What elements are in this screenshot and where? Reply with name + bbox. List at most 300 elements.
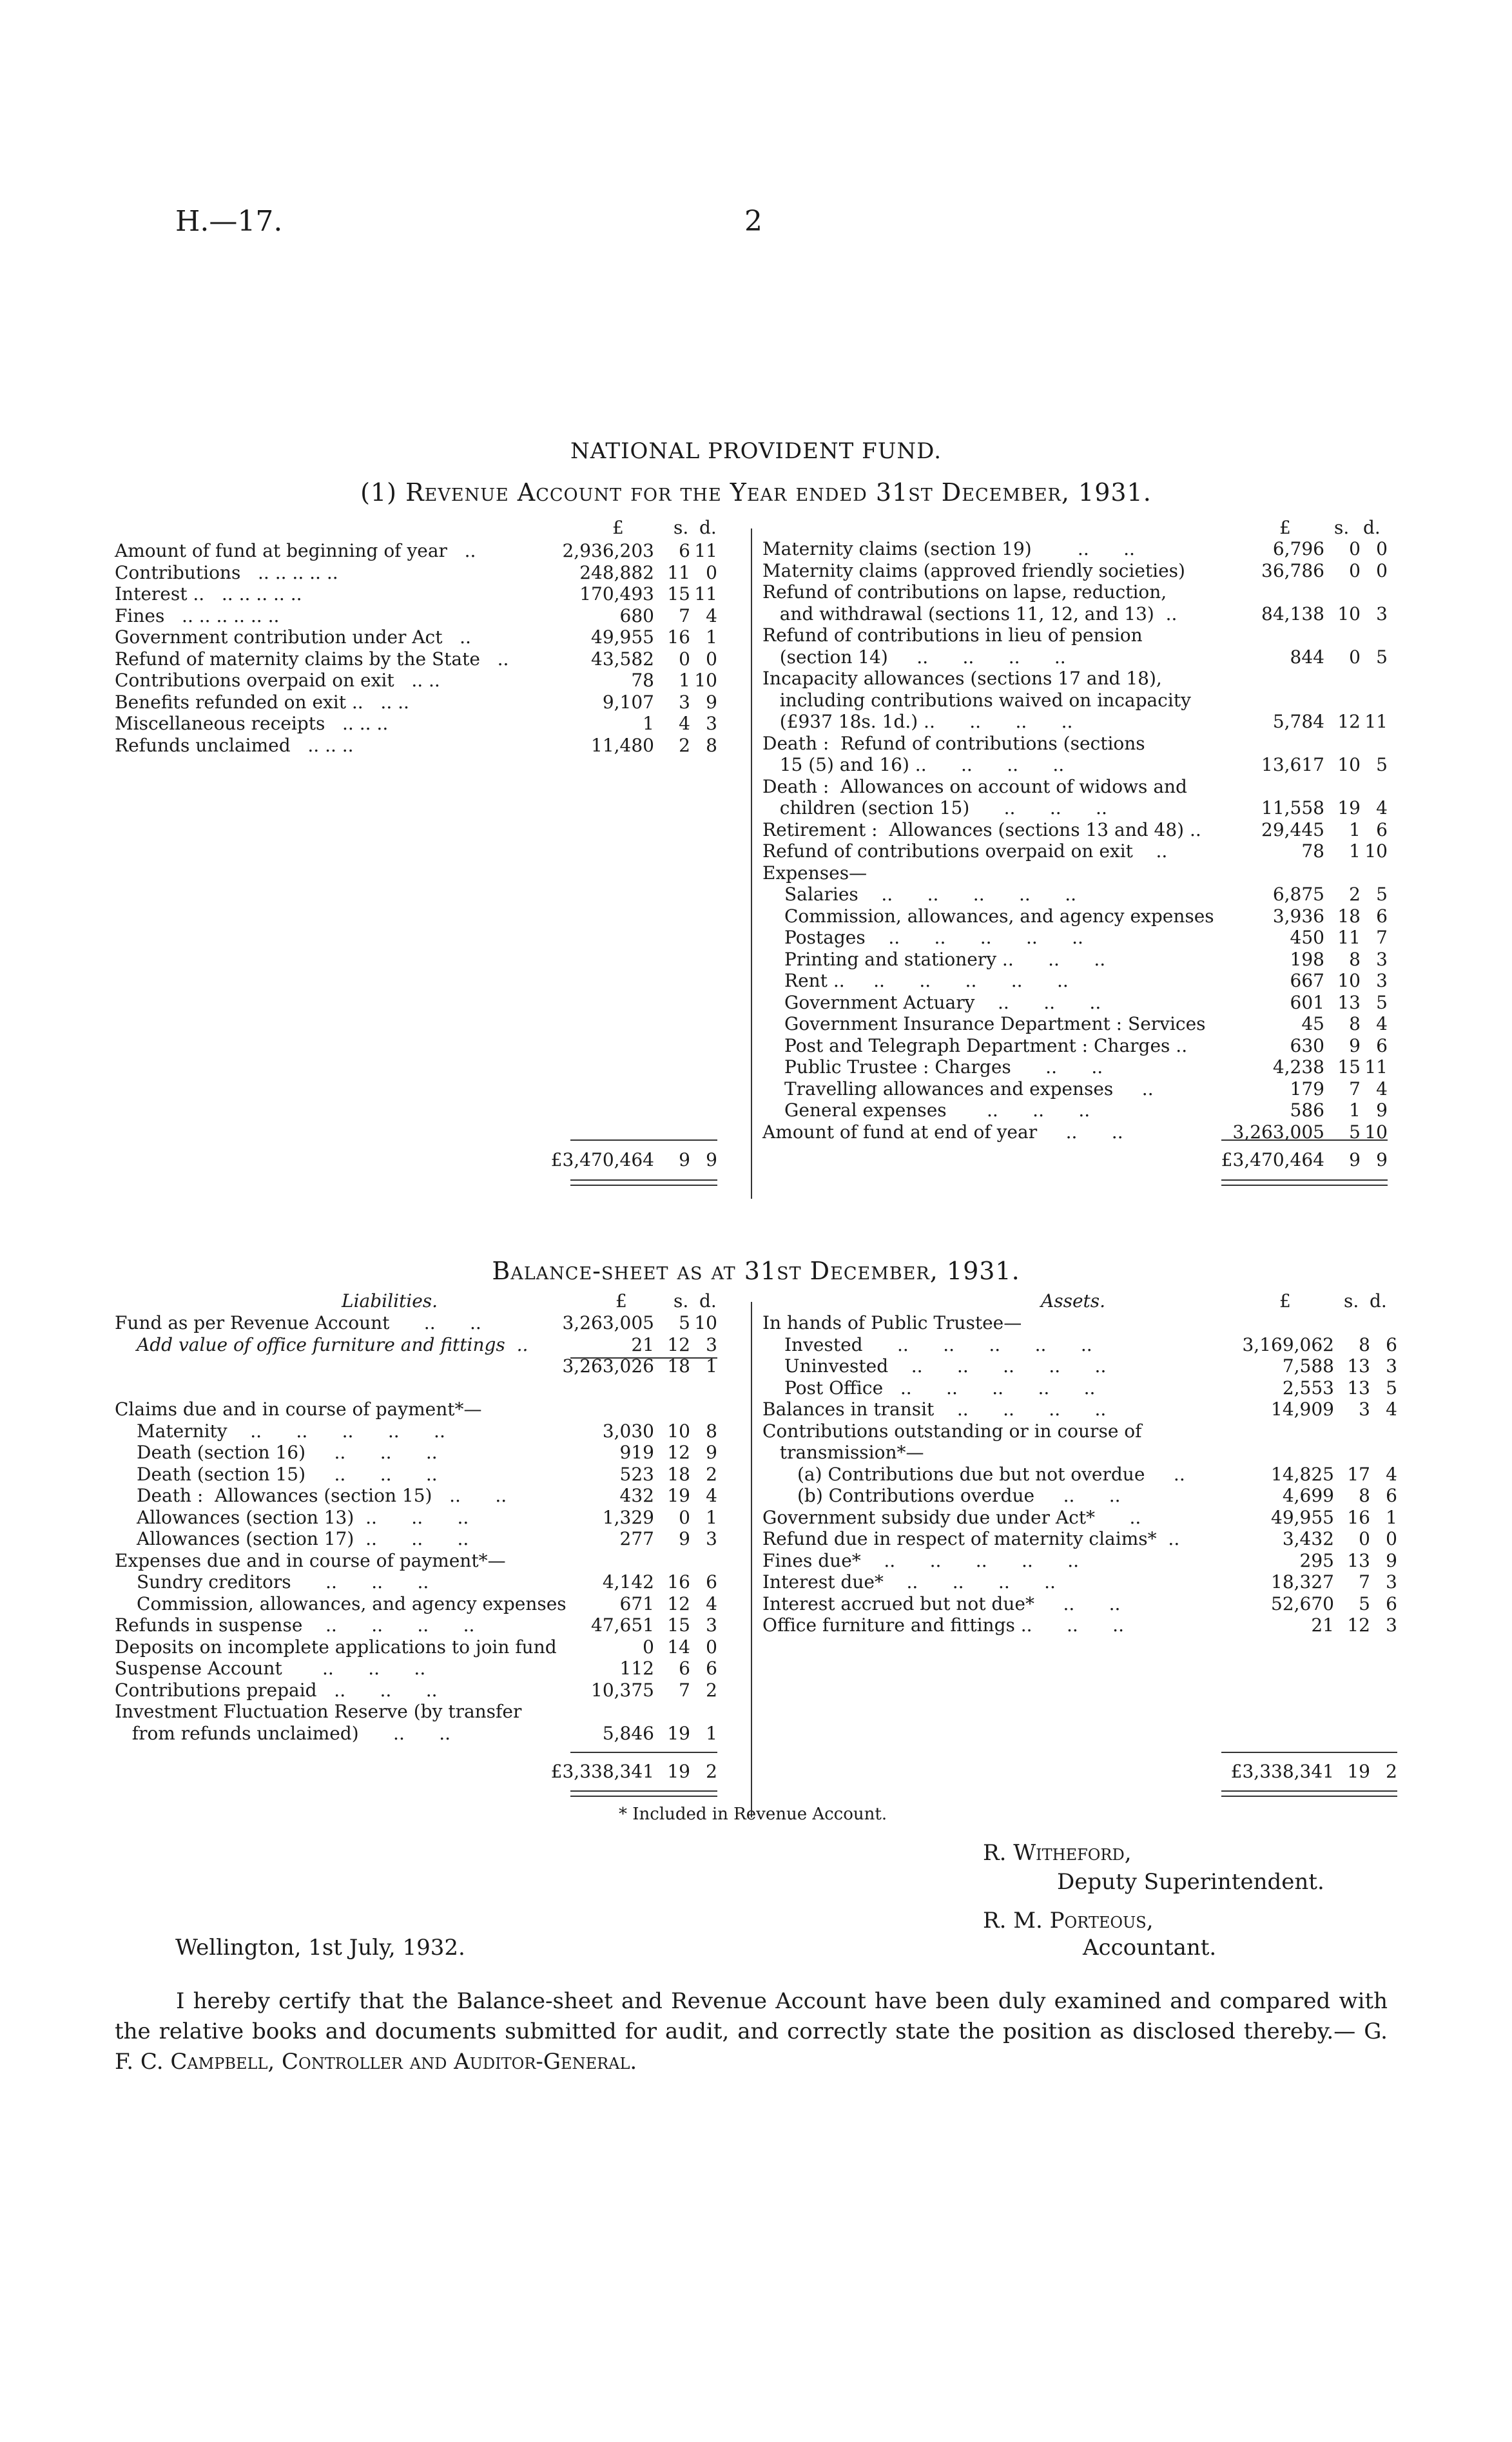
liability-pounds: 3,263,005 xyxy=(562,1312,654,1333)
asset-pounds: 21 xyxy=(1311,1614,1334,1636)
liability-row xyxy=(115,1442,717,1464)
asset-pence: 4 xyxy=(1386,1463,1397,1485)
payment-pence: 6 xyxy=(1376,1034,1388,1056)
payment-shillings: 13 xyxy=(1337,991,1361,1013)
asset-pounds: 295 xyxy=(1299,1549,1334,1571)
payment-row xyxy=(762,949,1388,971)
revenue-left-pence-head: d. xyxy=(699,517,717,538)
revenue-left-total-rule xyxy=(570,1139,717,1141)
payment-row xyxy=(762,927,1388,949)
receipt-shillings: 2 xyxy=(679,734,690,756)
asset-shillings: 3 xyxy=(1359,1399,1370,1420)
receipt-label: Government contribution under Act .. xyxy=(115,626,471,648)
receipt-shillings: 11 xyxy=(667,561,690,583)
payment-pounds: 3,936 xyxy=(1272,905,1324,927)
payment-pounds: 13,617 xyxy=(1261,754,1324,775)
liability-pounds: 4,142 xyxy=(602,1571,654,1593)
payment-row xyxy=(762,884,1388,906)
revenue-payments-table xyxy=(762,538,1388,1143)
payment-row xyxy=(762,970,1388,992)
receipt-shillings: 3 xyxy=(679,691,690,713)
payment-pounds: 179 xyxy=(1290,1078,1324,1100)
payment-label: Refund of contributions on lapse, reduction, and withdrawal (sections 11, 12, and 13) .. xyxy=(762,581,1178,625)
receipt-shillings: 0 xyxy=(679,648,690,670)
asset-label: Office furniture and fittings .. .. .. xyxy=(762,1614,1124,1636)
payment-pounds: 78 xyxy=(1301,840,1324,862)
payments-total-pounds: £3,470,464 xyxy=(1221,1149,1324,1170)
liability-row xyxy=(115,1507,717,1529)
receipt-pounds: 78 xyxy=(631,670,654,691)
liabilities-total xyxy=(115,1761,717,1783)
assets-total-shillings: 19 xyxy=(1347,1761,1370,1782)
payment-pounds: 450 xyxy=(1290,927,1324,948)
payment-pence: 5 xyxy=(1376,754,1388,775)
payment-label: Government Actuary .. .. .. xyxy=(784,991,1101,1013)
balance-left-pound-head: £ xyxy=(615,1290,627,1312)
payment-row xyxy=(762,819,1388,841)
payment-label: Amount of fund at end of year .. .. xyxy=(762,1121,1123,1143)
asset-pence: 0 xyxy=(1386,1528,1397,1549)
liability-row xyxy=(115,1658,717,1680)
liability-pence: 3 xyxy=(706,1614,717,1636)
receipt-shillings: 16 xyxy=(667,626,690,648)
payment-pence: 6 xyxy=(1376,905,1388,927)
payments-total-shillings: 9 xyxy=(1349,1149,1361,1170)
payment-shillings: 8 xyxy=(1349,948,1361,970)
asset-label: Interest accrued but not due* .. .. xyxy=(762,1593,1121,1614)
revenue-column-divider xyxy=(751,528,752,1199)
asset-label: Uninvested .. .. .. .. .. xyxy=(784,1355,1107,1377)
asset-row xyxy=(762,1399,1397,1420)
balance-right-pound-head: £ xyxy=(1279,1290,1291,1312)
signature-1-title: Deputy Superintendent. xyxy=(1057,1869,1324,1895)
receipt-row xyxy=(115,605,717,627)
assets-total-pence: 2 xyxy=(1386,1761,1397,1782)
payment-pence: 4 xyxy=(1376,797,1388,819)
liability-pounds: 21 xyxy=(631,1333,654,1355)
liability-shillings: 12 xyxy=(667,1333,690,1355)
revenue-receipts-table xyxy=(115,540,717,756)
receipt-pounds: 2,936,203 xyxy=(562,540,654,561)
receipt-pounds: 49,955 xyxy=(591,626,654,648)
fund-title: NATIONAL PROVIDENT FUND. xyxy=(570,438,942,464)
payment-label: Rent .. .. .. .. .. .. xyxy=(784,970,1069,991)
receipt-row xyxy=(115,626,717,648)
payment-label: Public Trustee : Charges .. .. xyxy=(784,1056,1103,1078)
asset-label: Invested .. .. .. .. .. xyxy=(784,1333,1092,1355)
liability-shillings: 6 xyxy=(679,1658,690,1679)
payment-shillings: 1 xyxy=(1349,840,1361,862)
payment-label: Postages .. .. .. .. .. xyxy=(784,927,1083,948)
asset-row xyxy=(762,1377,1397,1399)
liability-shillings: 0 xyxy=(679,1506,690,1528)
liability-pounds: 919 xyxy=(619,1442,654,1463)
payment-pounds: 3,263,005 xyxy=(1232,1121,1324,1143)
liability-row xyxy=(115,1355,717,1377)
receipt-shillings: 7 xyxy=(679,605,690,626)
payment-label: Retirement : Allowances (sections 13 and 48) .. xyxy=(762,819,1201,840)
payment-row xyxy=(762,581,1388,625)
liability-pounds: 47,651 xyxy=(591,1614,654,1636)
receipts-total-pounds: £3,470,464 xyxy=(550,1149,654,1170)
payment-label: Maternity claims (section 19) .. .. xyxy=(762,538,1135,559)
receipt-pounds: 170,493 xyxy=(579,583,654,605)
liability-shillings: 12 xyxy=(667,1593,690,1614)
liability-pence: 4 xyxy=(706,1593,717,1614)
asset-shillings: 12 xyxy=(1347,1614,1370,1636)
liability-row xyxy=(115,1312,717,1334)
payment-shillings: 1 xyxy=(1349,819,1361,840)
asset-row xyxy=(762,1507,1397,1529)
receipt-row xyxy=(115,648,717,670)
liabilities-double-rule xyxy=(570,1790,717,1797)
footnote: * Included in Revenue Account. xyxy=(619,1805,887,1824)
liability-label: Claims due and in course of payment*— xyxy=(115,1399,482,1420)
asset-pounds: 7,588 xyxy=(1282,1355,1334,1377)
liability-pounds: 112 xyxy=(619,1658,654,1679)
payment-label: Refund of contributions in lieu of pension (section 14) .. .. .. .. xyxy=(762,625,1143,668)
payment-pounds: 586 xyxy=(1290,1100,1324,1121)
liability-pounds: 10,375 xyxy=(591,1679,654,1701)
asset-shillings: 13 xyxy=(1347,1377,1370,1399)
payment-pounds: 84,138 xyxy=(1261,603,1324,625)
liability-label: Add value of office furniture and fittings .. xyxy=(137,1333,528,1355)
liability-shillings: 19 xyxy=(667,1485,690,1506)
payment-label: Incapacity allowances (sections 17 and 18), including contributions waived on incapacity (£937 18s. 1d.) .. .. .. .. xyxy=(762,668,1191,732)
liability-row xyxy=(115,1464,717,1486)
payment-label: Commission, allowances, and agency expenses xyxy=(784,905,1214,927)
payments-total-pence: 9 xyxy=(1376,1149,1388,1170)
revenue-left-pound-head: £ xyxy=(612,517,624,538)
liabilities-table xyxy=(115,1312,717,1744)
payment-pence: 5 xyxy=(1376,884,1388,905)
asset-shillings: 13 xyxy=(1347,1355,1370,1377)
liability-pounds: 277 xyxy=(619,1528,654,1549)
revenue-title: (1) Revenue Account for the Year ended 31st December, 1931. xyxy=(360,478,1152,507)
liabilities-total-rule xyxy=(570,1752,717,1753)
liability-pence: 3 xyxy=(706,1333,717,1355)
payment-shillings: 8 xyxy=(1349,1013,1361,1034)
asset-label: In hands of Public Trustee— xyxy=(762,1312,1022,1333)
liability-label: Suspense Account .. .. .. xyxy=(115,1658,426,1679)
receipt-row xyxy=(115,670,717,692)
revenue-payments-total xyxy=(762,1149,1388,1171)
payment-shillings: 10 xyxy=(1337,754,1361,775)
liability-shillings: 10 xyxy=(667,1420,690,1442)
signature-1-name: R. Witheford, xyxy=(983,1840,1132,1866)
receipt-pounds: 1 xyxy=(643,713,654,734)
receipt-pence: 9 xyxy=(706,691,717,713)
certificate-signer: G. F. C. Campbell, Controller and Auditor-General. xyxy=(115,2019,1388,2075)
payment-pounds: 5,784 xyxy=(1272,711,1324,732)
receipt-label: Interest .. .. .. .. .. .. xyxy=(115,583,302,605)
payment-pence: 4 xyxy=(1376,1013,1388,1034)
receipt-row xyxy=(115,540,717,562)
payment-label: Government Insurance Department : Services xyxy=(784,1013,1206,1034)
liability-shillings: 19 xyxy=(667,1722,690,1744)
receipt-label: Benefits refunded on exit .. .. .. xyxy=(115,691,409,713)
liability-shillings: 5 xyxy=(679,1312,690,1333)
asset-shillings: 16 xyxy=(1347,1506,1370,1528)
revenue-receipts-total xyxy=(115,1149,717,1171)
liability-label: Maternity .. .. .. .. .. xyxy=(137,1420,445,1442)
asset-label: Fines due* .. .. .. .. .. xyxy=(762,1549,1079,1571)
payment-row xyxy=(762,1013,1388,1035)
asset-row xyxy=(762,1593,1397,1615)
payment-label: Death : Refund of contributions (sections 15 (5) and 16) .. .. .. .. xyxy=(762,732,1145,775)
liability-pence: 3 xyxy=(706,1528,717,1549)
asset-label: Contributions outstanding or in course of transmission*— xyxy=(762,1420,1142,1463)
revenue-left-double-rule xyxy=(570,1179,717,1186)
payment-shillings: 7 xyxy=(1349,1078,1361,1100)
payment-pence: 10 xyxy=(1364,1121,1388,1143)
liability-label: Expenses due and in course of payment*— xyxy=(115,1549,506,1571)
liabilities-subtotal-rule xyxy=(570,1357,717,1359)
liability-row xyxy=(115,1528,717,1550)
asset-label: Post Office .. .. .. .. .. xyxy=(784,1377,1096,1399)
liability-row xyxy=(115,1485,717,1507)
payment-pence: 7 xyxy=(1376,927,1388,948)
payment-pounds: 11,558 xyxy=(1261,797,1324,819)
receipt-label: Fines .. .. .. .. .. .. xyxy=(115,605,280,626)
liability-pounds: 523 xyxy=(619,1463,654,1485)
payment-row xyxy=(762,538,1388,560)
asset-row xyxy=(762,1571,1397,1593)
asset-row xyxy=(762,1464,1397,1486)
liability-row xyxy=(115,1701,717,1744)
asset-pounds: 14,909 xyxy=(1271,1399,1334,1420)
asset-pence: 3 xyxy=(1386,1355,1397,1377)
payment-label: Expenses— xyxy=(762,862,867,884)
payment-shillings: 0 xyxy=(1349,538,1361,559)
liability-label: Allowances (section 17) .. .. .. xyxy=(137,1528,469,1549)
liability-shillings: 9 xyxy=(679,1528,690,1549)
asset-row xyxy=(762,1355,1397,1377)
liability-label: Refunds in suspense .. .. .. .. xyxy=(115,1614,475,1636)
payment-shillings: 0 xyxy=(1349,559,1361,581)
liability-label: Sundry creditors .. .. .. xyxy=(137,1571,429,1593)
receipt-shillings: 6 xyxy=(679,540,690,561)
liability-row xyxy=(115,1550,717,1572)
payment-shillings: 1 xyxy=(1349,1100,1361,1121)
receipt-row xyxy=(115,562,717,584)
payment-pounds: 601 xyxy=(1290,991,1324,1013)
receipt-pence: 3 xyxy=(706,713,717,734)
asset-pounds: 49,955 xyxy=(1271,1506,1334,1528)
payment-pounds: 29,445 xyxy=(1261,819,1324,840)
signature-2-title: Accountant. xyxy=(1083,1935,1217,1961)
revenue-right-double-rule xyxy=(1221,1179,1388,1186)
asset-shillings: 13 xyxy=(1347,1549,1370,1571)
liability-row xyxy=(115,1636,717,1658)
receipt-row xyxy=(115,692,717,713)
receipt-label: Refunds unclaimed .. .. .. xyxy=(115,734,354,756)
receipt-pounds: 43,582 xyxy=(591,648,654,670)
payment-shillings: 10 xyxy=(1337,603,1361,625)
payment-pence: 3 xyxy=(1376,603,1388,625)
liabilities-heading: Liabilities. xyxy=(342,1290,438,1312)
liability-row xyxy=(115,1399,717,1420)
payment-label: General expenses .. .. .. xyxy=(784,1100,1090,1121)
asset-label: Balances in transit .. .. .. .. xyxy=(762,1399,1107,1420)
payment-pence: 6 xyxy=(1376,819,1388,840)
receipt-pence: 1 xyxy=(706,626,717,648)
receipt-row xyxy=(115,713,717,735)
balance-right-pence-head: d. xyxy=(1370,1290,1387,1312)
payment-shillings: 9 xyxy=(1349,1034,1361,1056)
payment-label: Maternity claims (approved friendly societies) xyxy=(762,559,1185,581)
payment-row xyxy=(762,776,1388,819)
receipt-pounds: 9,107 xyxy=(602,691,654,713)
payment-pounds: 6,875 xyxy=(1272,884,1324,905)
receipt-label: Refund of maternity claims by the State .. xyxy=(115,648,509,670)
balance-right-shilling-head: s. xyxy=(1344,1290,1359,1312)
payment-row xyxy=(762,992,1388,1014)
asset-pence: 3 xyxy=(1386,1614,1397,1636)
liability-shillings: 18 xyxy=(667,1463,690,1485)
payment-pence: 5 xyxy=(1376,991,1388,1013)
payment-row xyxy=(762,1078,1388,1100)
asset-shillings: 17 xyxy=(1347,1463,1370,1485)
payment-shillings: 19 xyxy=(1337,797,1361,819)
liability-pence: 0 xyxy=(706,1636,717,1658)
revenue-right-total-rule xyxy=(1221,1139,1388,1141)
asset-shillings: 8 xyxy=(1359,1333,1370,1355)
liability-row xyxy=(115,1334,717,1356)
liability-shillings: 14 xyxy=(667,1636,690,1658)
asset-pounds: 4,699 xyxy=(1282,1485,1334,1506)
receipt-label: Miscellaneous receipts .. .. .. xyxy=(115,713,389,734)
receipt-shillings: 1 xyxy=(679,670,690,691)
receipts-total-shillings: 9 xyxy=(679,1149,690,1170)
liability-row xyxy=(115,1420,717,1442)
payment-shillings: 2 xyxy=(1349,884,1361,905)
liability-pence: 10 xyxy=(694,1312,717,1333)
liability-label: Investment Fluctuation Reserve (by transfer from refunds unclaimed) .. .. xyxy=(115,1701,522,1744)
payment-row xyxy=(762,1100,1388,1121)
liability-label: Contributions prepaid .. .. .. xyxy=(115,1679,438,1701)
liability-pounds: 1,329 xyxy=(602,1506,654,1528)
liability-row xyxy=(115,1680,717,1701)
asset-pounds: 3,169,062 xyxy=(1242,1333,1334,1355)
liability-row xyxy=(115,1377,717,1399)
payment-label: Refund of contributions overpaid on exit .. xyxy=(762,840,1168,862)
liability-pounds: 432 xyxy=(619,1485,654,1506)
asset-shillings: 5 xyxy=(1359,1593,1370,1614)
asset-pounds: 18,327 xyxy=(1271,1571,1334,1593)
liabilities-total-pence: 2 xyxy=(706,1761,717,1782)
asset-pence: 4 xyxy=(1386,1399,1397,1420)
payment-shillings: 10 xyxy=(1337,970,1361,991)
payment-pence: 5 xyxy=(1376,646,1388,668)
payment-row xyxy=(762,668,1388,733)
assets-table xyxy=(762,1312,1397,1636)
asset-label: Refund due in respect of maternity claims* .. xyxy=(762,1528,1180,1549)
revenue-right-shilling-head: s. xyxy=(1334,517,1350,538)
receipt-pence: 11 xyxy=(694,540,717,561)
liability-pence: 1 xyxy=(706,1722,717,1744)
payment-pence: 10 xyxy=(1364,840,1388,862)
assets-total xyxy=(762,1761,1397,1783)
payment-pence: 3 xyxy=(1376,948,1388,970)
balance-left-pence-head: d. xyxy=(699,1290,717,1312)
liability-pounds: 0 xyxy=(643,1636,654,1658)
asset-row xyxy=(762,1550,1397,1572)
asset-pence: 6 xyxy=(1386,1485,1397,1506)
receipt-pounds: 11,480 xyxy=(591,734,654,756)
liability-pence: 1 xyxy=(706,1355,717,1377)
payment-pounds: 844 xyxy=(1290,646,1324,668)
asset-label: (a) Contributions due but not overdue .. xyxy=(797,1463,1185,1485)
liability-shillings: 12 xyxy=(667,1442,690,1463)
payment-shillings: 0 xyxy=(1349,646,1361,668)
liability-label: Death (section 16) .. .. .. xyxy=(137,1442,438,1463)
receipt-pounds: 680 xyxy=(619,605,654,626)
asset-row xyxy=(762,1528,1397,1550)
payment-row xyxy=(762,1056,1388,1078)
payment-row xyxy=(762,840,1388,862)
payment-pence: 11 xyxy=(1364,1056,1388,1078)
document-reference: H.—17. xyxy=(175,205,283,238)
certificate-text: I hereby certify that the Balance-sheet and Revenue Account have been duly examined and compared with the relative books and documents submitted for audit, and correctly state the position as disclosed thereby.— xyxy=(115,1988,1388,2044)
liability-pounds: 671 xyxy=(619,1593,654,1614)
liability-label: Deposits on incomplete applications to join fund xyxy=(115,1636,557,1658)
payment-pence: 0 xyxy=(1376,538,1388,559)
payment-label: Post and Telegraph Department : Charges .. xyxy=(784,1034,1188,1056)
liability-label: Death : Allowances (section 15) .. .. xyxy=(137,1485,507,1506)
asset-row xyxy=(762,1312,1397,1334)
receipt-pence: 10 xyxy=(694,670,717,691)
liability-pence: 8 xyxy=(706,1420,717,1442)
payment-pounds: 630 xyxy=(1290,1034,1324,1056)
payment-shillings: 5 xyxy=(1349,1121,1361,1143)
asset-pounds: 3,432 xyxy=(1282,1528,1334,1549)
liability-pence: 4 xyxy=(706,1485,717,1506)
liability-shillings: 7 xyxy=(679,1679,690,1701)
balance-sheet-title: Balance-sheet as at 31st December, 1931. xyxy=(492,1257,1020,1285)
payment-label: Salaries .. .. .. .. .. xyxy=(784,884,1077,905)
receipt-row xyxy=(115,583,717,605)
liability-shillings: 18 xyxy=(667,1355,690,1377)
liability-shillings: 16 xyxy=(667,1571,690,1593)
liability-pence: 6 xyxy=(706,1571,717,1593)
liability-row xyxy=(115,1571,717,1593)
audit-certificate xyxy=(115,1986,1388,2077)
payment-shillings: 18 xyxy=(1337,905,1361,927)
payment-shillings: 15 xyxy=(1337,1056,1361,1078)
revenue-right-pound-head: £ xyxy=(1279,517,1291,538)
receipt-row xyxy=(115,735,717,757)
payment-shillings: 12 xyxy=(1337,711,1361,732)
payment-pence: 4 xyxy=(1376,1078,1388,1100)
asset-shillings: 8 xyxy=(1359,1485,1370,1506)
page-number: 2 xyxy=(744,205,762,238)
payment-label: Printing and stationery .. .. .. xyxy=(784,948,1106,970)
receipt-label: Contributions overpaid on exit .. .. xyxy=(115,670,440,691)
receipt-shillings: 15 xyxy=(667,583,690,605)
payment-label: Travelling allowances and expenses .. xyxy=(784,1078,1154,1100)
assets-total-rule xyxy=(1221,1752,1397,1753)
payment-pounds: 6,796 xyxy=(1272,538,1324,559)
revenue-left-shilling-head: s. xyxy=(674,517,689,538)
payment-label: Death : Allowances on account of widows and children (section 15) .. .. .. xyxy=(762,775,1187,819)
receipt-pence: 0 xyxy=(706,561,717,583)
asset-shillings: 0 xyxy=(1359,1528,1370,1549)
liability-pounds: 5,846 xyxy=(602,1722,654,1744)
revenue-right-pence-head: d. xyxy=(1363,517,1381,538)
asset-row xyxy=(762,1420,1397,1464)
liability-label: Fund as per Revenue Account .. .. xyxy=(115,1312,481,1333)
